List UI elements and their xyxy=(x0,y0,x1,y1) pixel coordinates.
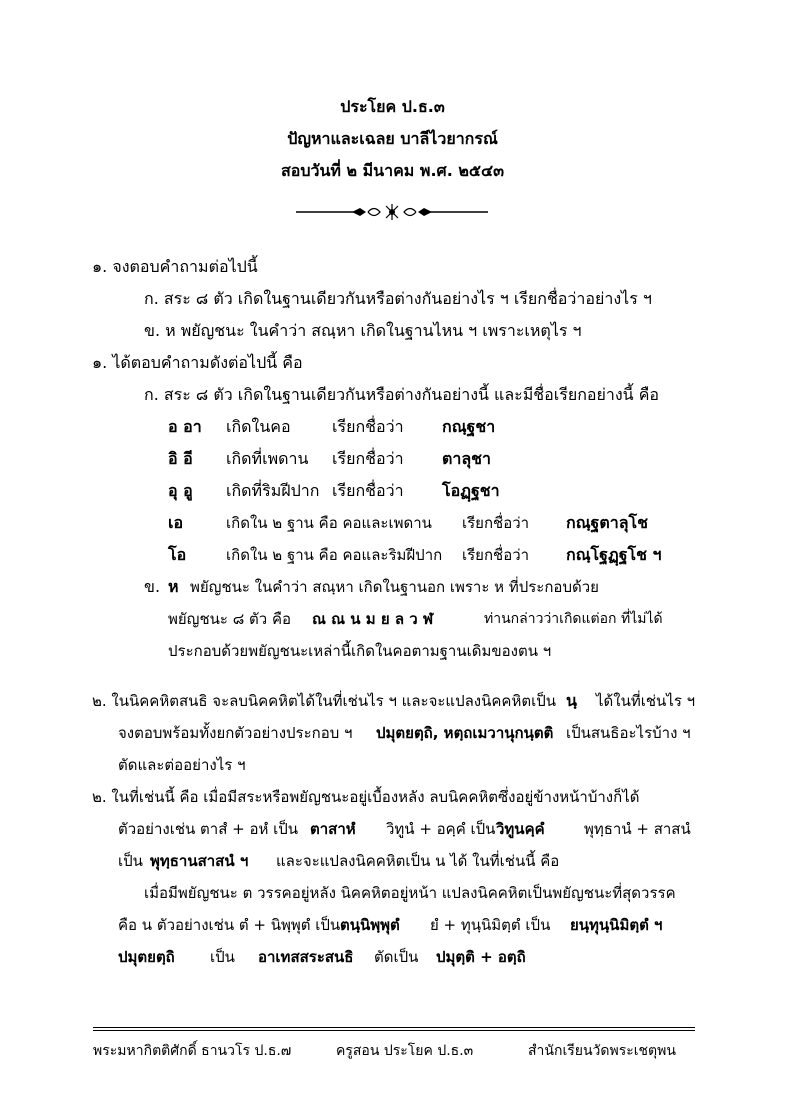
a2-text: ตัดเป็น xyxy=(374,948,419,966)
q2-text: ๒. ในนิคคหิตสนธิ จะลบนิคคหิตได้ในที่เช่นไร ฯ และจะแปลงนิคคหิตเป็น xyxy=(92,692,556,710)
header-line-2: ปัญหาและเฉลย บาลีไวยากรณ์ xyxy=(287,129,498,148)
vowel-letters: อุ อู xyxy=(168,481,193,500)
footer-author: พระมหากิตติศักดิ์ ธานวโร ป.ธ.๗ xyxy=(93,1043,292,1059)
vowel-name: กณฺฐชา xyxy=(442,417,496,436)
vowel-row xyxy=(0,512,785,534)
vowel-call: เรียกชื่อว่า xyxy=(332,449,404,468)
a2-bold: วิทูนคฺคํ xyxy=(496,820,545,838)
a2-line-6 xyxy=(0,946,785,968)
vowel-name: ตาลุชา xyxy=(442,449,492,468)
a2-bold: ปมุตยตฺถิ xyxy=(118,948,175,966)
footer xyxy=(0,1040,785,1062)
vowel-call: เรียกชื่อว่า xyxy=(462,514,530,532)
a2-line-3 xyxy=(0,850,785,872)
a2-text: เป็น xyxy=(210,948,235,966)
q2-text: จงตอบพร้อมทั้งยกตัวอย่างประกอบ ฯ xyxy=(118,724,353,742)
footer-rule-bottom xyxy=(93,1030,695,1031)
part-b-text: ท่านกล่าวว่าเกิดแต่อก ที่ไม่ได้ xyxy=(484,611,663,627)
footer-rule-top xyxy=(93,1027,695,1028)
a1-text: ๑. ได้ตอบคำถามดังต่อไปนี้ คือ xyxy=(92,353,303,372)
q2-line-2 xyxy=(0,722,785,744)
vowel-place: เกิดใน ๒ ฐาน คือ คอและริมฝีปาก xyxy=(226,546,443,564)
a2-bold: ยนฺทุนฺนิมิตฺตํ ฯ xyxy=(570,916,663,934)
a2-line-2 xyxy=(0,818,785,840)
a2-text: วิทูนํ + อคฺคํ เป็น xyxy=(386,820,496,838)
a2-text: ตัวอย่างเช่น ตาสํ + อหํ เป็น xyxy=(118,820,299,838)
vowel-row xyxy=(0,448,785,470)
vowel-call: เรียกชื่อว่า xyxy=(332,417,404,436)
part-b-label: ข. xyxy=(144,577,161,596)
vowel-name: โอฏฺฐชา xyxy=(442,481,500,500)
vowel-place: เกิดที่ริมฝีปาก xyxy=(226,481,320,500)
vowel-row xyxy=(0,416,785,438)
vowel-place: เกิดที่เพดาน xyxy=(226,449,309,468)
vowel-row xyxy=(0,480,785,502)
h-letter: ห xyxy=(168,577,179,596)
vowel-name: กณฺโฐฏฺฐโช ฯ xyxy=(566,545,662,564)
part-b-text: พยัญชนะ ๘ ตัว คือ xyxy=(168,610,292,628)
vowel-letters: อิ อี xyxy=(168,449,193,468)
vowel-call: เรียกชื่อว่า xyxy=(462,546,530,564)
a2-line-5 xyxy=(0,914,785,936)
vowel-letters: โอ xyxy=(168,545,187,564)
a2-bold: ตาสาหํ xyxy=(310,820,356,838)
a1-part-a-intro: ก. สระ ๘ ตัว เกิดในฐานเดียวกันหรือต่างกันอย่างนี้ และมีชื่อเรียกอย่างนี้ คือ xyxy=(144,385,660,404)
q2-bold: นฺ xyxy=(566,691,577,710)
a2-line-1: ๒. ในที่เช่นนี้ คือ เมื่อมีสระหรือพยัญชนะอยู่เบื้องหลัง ลบนิคคหิตซึ่งอยู่ข้างหน้าบ้างก็ได้ xyxy=(92,788,640,806)
q2-line-3: ตัดและต่ออย่างไร ฯ xyxy=(118,756,246,774)
header-line-3: สอบวันที่ ๒ มีนาคม พ.ศ. ๒๕๔๓ xyxy=(280,161,505,180)
q1-part-a: ก. สระ ๘ ตัว เกิดในฐานเดียวกันหรือต่างกันอย่างไร ฯ เรียกชื่อว่าอย่างไร ฯ xyxy=(144,289,652,308)
footer-teacher: ครูสอน ประโยค ป.ธ.๓ xyxy=(336,1043,474,1059)
a2-text: ยํ + ทุนฺนิมิตฺตํ เป็น xyxy=(430,916,551,934)
part-b-text: พยัญชนะ ในคำว่า สณฺหา เกิดในฐานอก เพราะ ห ที่ประกอบด้วย xyxy=(190,578,599,596)
q2-bold: ปมุตยตฺถิ, หตฺถเมวานุกนฺตติ xyxy=(376,724,554,742)
footer-school: สำนักเรียนวัดพระเชตุพน xyxy=(528,1043,676,1059)
consonant-list: ณ ณ น ม ย ล ว ฬ xyxy=(312,610,434,628)
a2-line-4: เมื่อมีพยัญชนะ ต วรรคอยู่หลัง นิคคหิตอยู่หน้า แปลงนิคคหิตเป็นพยัญชนะที่สุดวรรค xyxy=(144,884,676,902)
a2-text: พุทฺธานํ + สาสนํ xyxy=(584,820,691,838)
a2-bold: ปมุตฺติ + อตฺถิ xyxy=(436,948,526,966)
vowel-call: เรียกชื่อว่า xyxy=(332,481,404,500)
q1-text: ๑. จงตอบคำถามต่อไปนี้ xyxy=(92,257,258,276)
vowel-letters: เอ xyxy=(168,513,184,532)
a2-text: เป็น xyxy=(118,852,143,870)
q1-part-b: ข. ห พยัญชนะ ในคำว่า สณฺหา เกิดในฐานไหน ฯ เพราะเหตุไร ฯ xyxy=(144,321,582,340)
vowel-place: เกิดในคอ xyxy=(226,417,291,436)
a1-part-b-line-1 xyxy=(0,576,785,598)
a2-text: และจะแปลงนิคคหิตเป็น น ได้ ในที่เช่นนี้ คือ xyxy=(276,852,560,870)
a1-part-b-line-2 xyxy=(0,608,785,630)
ornament-divider-icon xyxy=(296,202,488,222)
q2-line-1 xyxy=(0,690,785,712)
a2-bold: อาเทสสระสนธิ xyxy=(258,948,354,966)
vowel-row xyxy=(0,544,785,566)
a2-text: คือ น ตัวอย่างเช่น ตํ + นิพฺพุตํ เป็น xyxy=(118,916,341,934)
header-line-1: ประโยค ป.ธ.๓ xyxy=(340,97,445,116)
vowel-name: กณฺฐตาลุโช xyxy=(566,513,648,532)
q2-text: ได้ในที่เช่นไร ฯ xyxy=(596,692,696,710)
a1-part-b-line-3: ประกอบด้วยพยัญชนะเหล่านี้เกิดในคอตามฐานเดิมของตน ฯ xyxy=(168,642,552,660)
vowel-place: เกิดใน ๒ ฐาน คือ คอและเพดาน xyxy=(226,514,432,532)
vowel-letters: อ อา xyxy=(168,417,202,436)
a2-bold: ตนฺนิพฺพุตํ xyxy=(340,916,400,934)
q2-text: เป็นสนธิอะไรบ้าง ฯ xyxy=(566,724,691,742)
a2-bold: พุทฺธานสาสนํ ฯ xyxy=(150,852,249,870)
